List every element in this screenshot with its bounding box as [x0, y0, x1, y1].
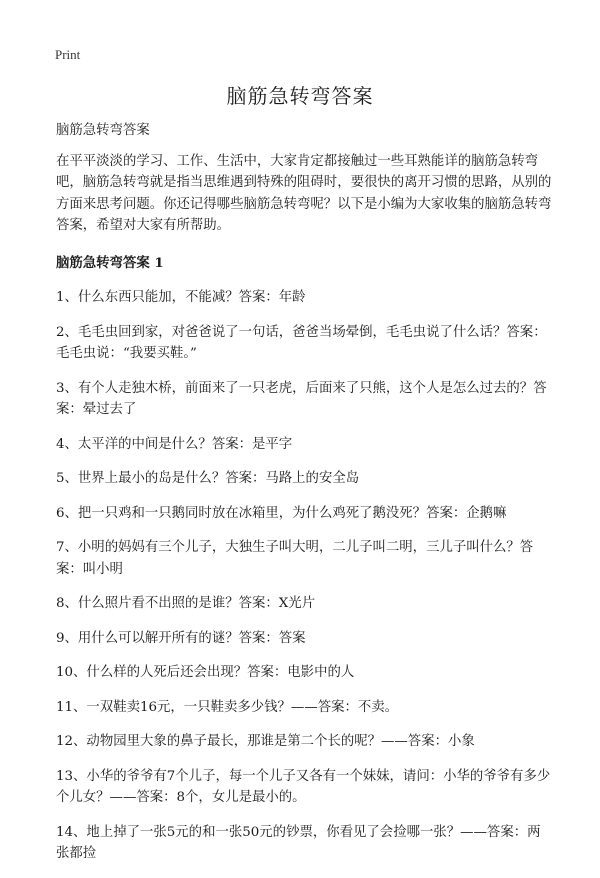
qa-item-6: 6、把一只鸡和一只鹅同时放在冰箱里，为什么鸡死了鹅没死？答案：企鹅嘛 [56, 505, 507, 521]
qa-item-7: 7、小明的妈妈有三个儿子，大独生子叫大明，二儿子叫二明，三儿子叫什么？答案：叫小明 [56, 540, 534, 577]
intro-paragraph: 在平平淡淡的学习、工作、生活中，大家肯定都接触过一些耳熟能详的脑筋急转弯吧，脑筋急转弯就是指当思维遇到特殊的阻碍时，要很快的离开习惯的思路，从别的方面来思考问题。你还记得哪些脑筋急转弯呢？以下是小编为大家收集的脑筋急转弯答案，希望对大家有所帮助。 [56, 153, 552, 233]
section-heading: 脑筋急转弯答案 1 [56, 254, 164, 271]
document-subtitle: 脑筋急转弯答案 [56, 123, 150, 138]
print-label: Print [55, 47, 81, 62]
qa-item-13: 13、小华的爷爷有7个儿子，每一个儿子又各有一个妹妹，请问：小华的爷爷有多少个儿女？——答案：8个，女儿是最小的。 [56, 768, 551, 805]
qa-item-12: 12、动物园里大象的鼻子最长，那谁是第二个长的呢？——答案：小象 [56, 734, 475, 749]
qa-item-8: 8、什么照片看不出照的是谁？答案：X光片 [56, 596, 316, 611]
qa-item-1: 1、什么东西只能加，不能减？答案：年龄 [56, 290, 306, 305]
qa-item-10: 10、什么样的人死后还会出现？答案：电影中的人 [56, 665, 355, 680]
qa-item-2: 2、毛毛虫回到家，对爸爸说了一句话，爸爸当场晕倒，毛毛虫说了什么话？答案：毛毛虫说：“我要买鞋。” [56, 324, 547, 361]
qa-item-4: 4、太平洋的中间是什么？答案：是平字 [56, 436, 293, 452]
qa-item-9: 9、用什么可以解开所有的谜？答案：答案 [56, 630, 306, 646]
page-title: 脑筋急转弯答案 [226, 84, 374, 108]
qa-item-11: 11、一双鞋卖16元，一只鞋卖多少钱？——答案：不卖。 [56, 699, 399, 715]
qa-item-3: 3、有个人走独木桥，前面来了一只老虎，后面来了只熊，这个人是怎么过去的？答案：晕过去了 [56, 380, 547, 417]
qa-item-5: 5、世界上最小的岛是什么？答案：马路上的安全岛 [56, 471, 360, 486]
qa-item-14: 14、地上掉了一张5元的和一张50元的钞票，你看见了会捡哪一张？——答案：两张都捡 [56, 824, 541, 861]
document-body [56, 120, 552, 878]
